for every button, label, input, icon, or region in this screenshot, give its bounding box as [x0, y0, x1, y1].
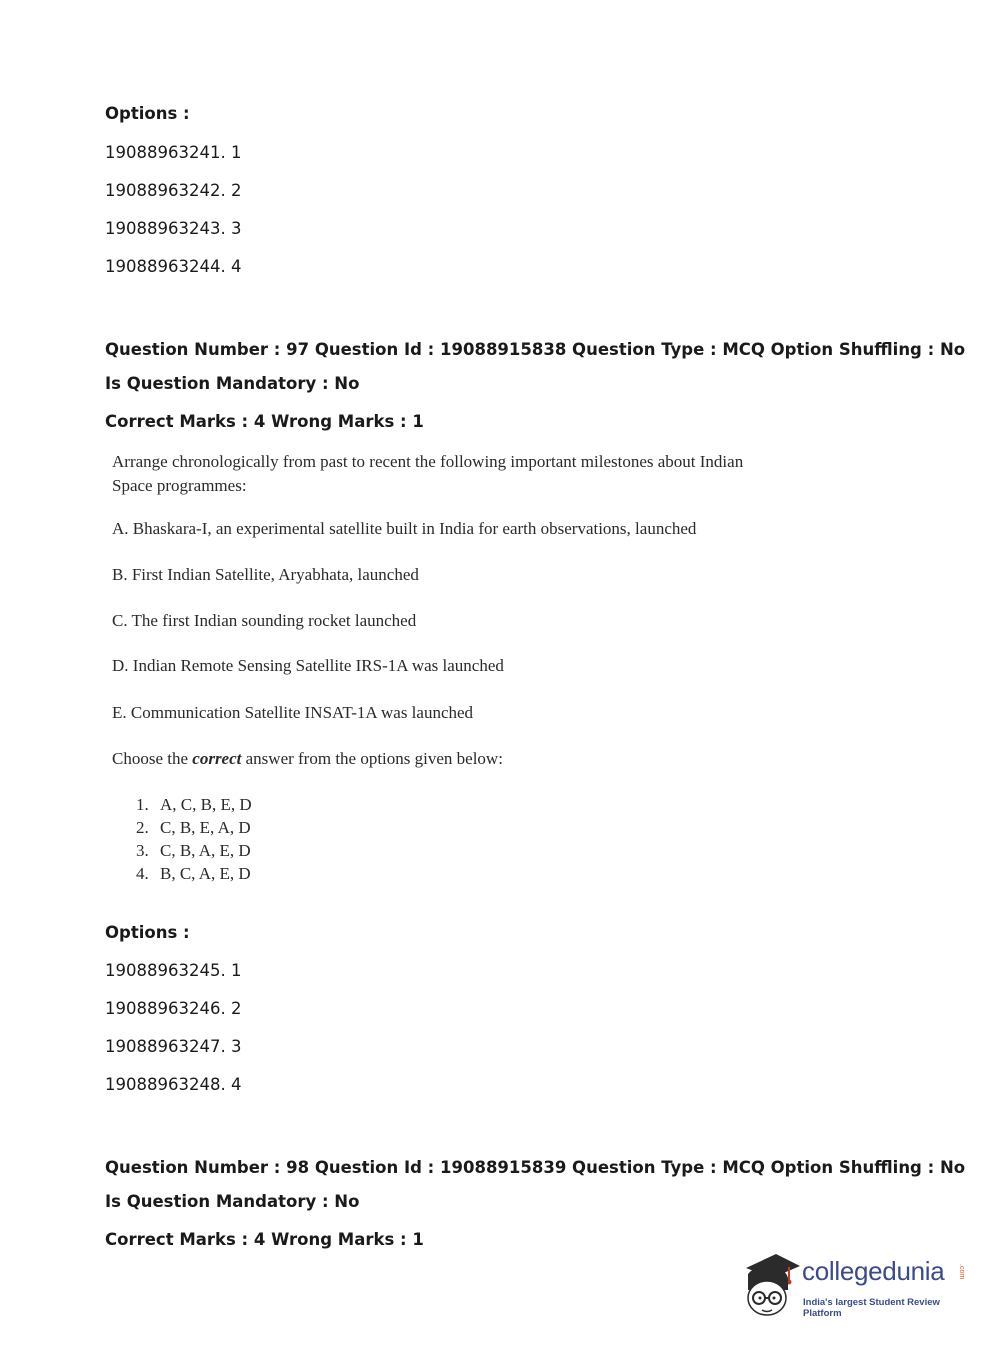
choice-item: 3. C, B, A, E, D: [136, 841, 251, 860]
mascot-icon: [742, 1250, 802, 1320]
choice-item: 4. B, C, A, E, D: [136, 864, 251, 883]
choice-item: 2. C, B, E, A, D: [136, 818, 251, 837]
statement-d: D. Indian Remote Sensing Satellite IRS-1A was launched: [112, 656, 504, 675]
question-header: Question Number : 98 Question Id : 19088915839 Question Type : MCQ Option Shuffling : No: [105, 1158, 966, 1177]
question-marks: Correct Marks : 4 Wrong Marks : 1: [105, 412, 424, 431]
logo-tagline: India's largest Student Review Platform: [803, 1297, 940, 1319]
statement-b: B. First Indian Satellite, Aryabhata, launched: [112, 565, 419, 584]
logo-wordmark: collegedunia: [802, 1256, 945, 1286]
option-item: 19088963248. 4: [105, 1075, 242, 1094]
question-intro-line-2: Space programmes:: [112, 476, 247, 495]
options-label: Options :: [105, 923, 190, 942]
options-label: Options :: [105, 104, 190, 123]
option-item: 19088963247. 3: [105, 1037, 242, 1056]
statement-a: A. Bhaskara-I, an experimental satellite built in India for earth observations, launched: [112, 519, 697, 538]
question-text: [112, 450, 752, 498]
statement-c: C. The first Indian sounding rocket launched: [112, 611, 417, 630]
option-item: 19088963246. 2: [105, 999, 242, 1018]
logo-com: .com: [958, 1264, 965, 1280]
option-item: 19088963244. 4: [105, 257, 242, 276]
option-item: 19088963242. 2: [105, 181, 242, 200]
statement-e: E. Communication Satellite INSAT-1A was launched: [112, 703, 474, 722]
question-header: Question Number : 97 Question Id : 19088915838 Question Type : MCQ Option Shuffling : No: [105, 340, 966, 359]
option-item: 19088963243. 3: [105, 219, 242, 238]
choose-instruction: Choose the correct answer from the options given below:: [112, 749, 503, 768]
option-item: 19088963241. 1: [105, 143, 242, 162]
question-intro-line-1: Arrange chronologically from past to recent the following important milestones about Indian: [112, 452, 744, 471]
emphasis-correct: correct: [192, 749, 242, 768]
choice-item: 1. A, C, B, E, D: [136, 795, 252, 814]
question-mandatory: Is Question Mandatory : No: [105, 1192, 360, 1211]
option-item: 19088963245. 1: [105, 961, 242, 980]
question-mandatory: Is Question Mandatory : No: [105, 374, 360, 393]
question-marks: Correct Marks : 4 Wrong Marks : 1: [105, 1230, 424, 1249]
collegedunia-logo[interactable]: [742, 1250, 972, 1320]
